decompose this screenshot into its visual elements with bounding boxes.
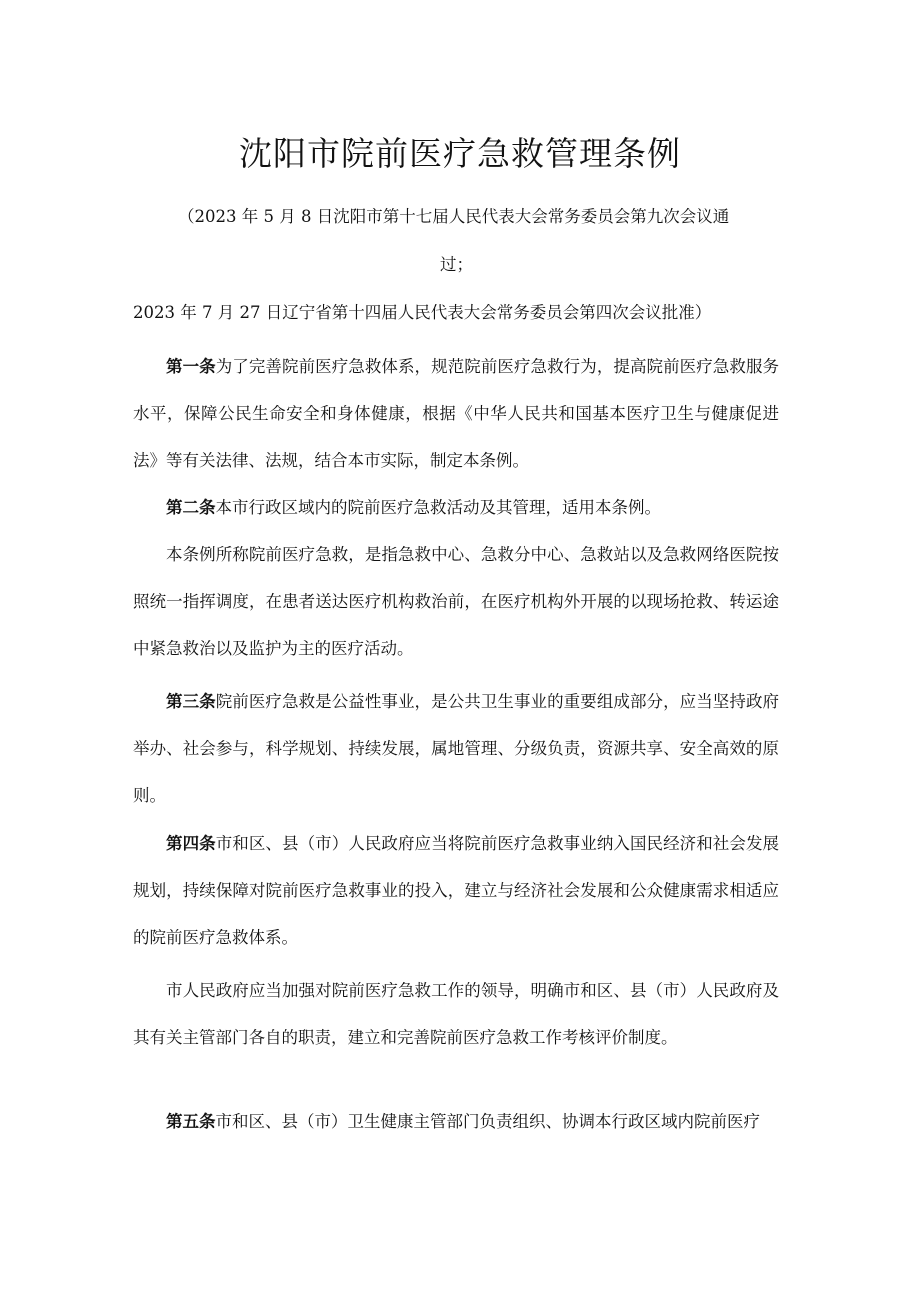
adoption-note-line-2: 过； — [440, 255, 473, 274]
article-heading: 第二条 — [166, 498, 216, 517]
article-2-clause-2-paragraph — [133, 531, 779, 672]
article-text: 市人民政府应当加强对院前医疗急救工作的领导，明确市和区、县（市）人民政府及其有关主管部门各自的职责，建立和完善院前医疗急救工作考核评价制度。 — [133, 981, 779, 1047]
article-text: 院前医疗急救是公益性事业，是公共卫生事业的重要组成部分，应当坚持政府举办、社会参与，科学规划、持续发展，属地管理、分级负责，资源共享、安全高效的原则。 — [133, 692, 780, 805]
article-text: 本市行政区域内的院前医疗急救活动及其管理，适用本条例。 — [215, 498, 661, 517]
article-5-paragraph — [133, 1098, 779, 1145]
article-4-clause-2-paragraph — [133, 967, 779, 1061]
article-heading: 第三条 — [166, 692, 216, 711]
article-text: 市和区、县（市）卫生健康主管部门负责组织、协调本行政区域内院前医疗 — [215, 1112, 760, 1131]
article-heading: 第五条 — [166, 1112, 216, 1131]
article-text: 市和区、县（市）人民政府应当将院前医疗急救事业纳入国民经济和社会发展规划，持续保障对院前医疗急救事业的投入，建立与经济社会发展和公众健康需求相适应的院前医疗急救体系。 — [133, 834, 780, 947]
article-heading: 第四条 — [166, 834, 216, 853]
article-text: 为了完善院前医疗急救体系，规范院前医疗急救行为，提高院前医疗急救服务水平，保障公民生命安全和身体健康，根据《中华人民共和国基本医疗卫生与健康促进法》等有关法律、法规，结合本市实际，制定本条例。 — [133, 357, 780, 470]
article-2-paragraph — [133, 484, 779, 531]
article-heading: 第一条 — [166, 357, 216, 376]
adoption-note-line-1: （2023 年 5 月 8 日沈阳市第十七届人民代表大会常务委员会第九次会议通 — [178, 207, 730, 226]
document-title: 沈阳市院前医疗急救管理条例 — [239, 134, 681, 173]
article-1-paragraph — [133, 343, 779, 484]
article-text: 本条例所称院前医疗急救，是指急救中心、急救分中心、急救站以及急救网络医院按照统一指挥调度，在患者送达医疗机构救治前，在医疗机构外开展的以现场抢救、转运途中紧急救治以及监护为主的医疗活动。 — [133, 545, 779, 658]
adoption-note-line-3: 2023 年 7 月 27 日辽宁省第十四届人民代表大会常务委员会第四次会议批准） — [133, 303, 712, 322]
article-3-paragraph — [133, 678, 779, 819]
article-4-paragraph — [133, 820, 779, 961]
